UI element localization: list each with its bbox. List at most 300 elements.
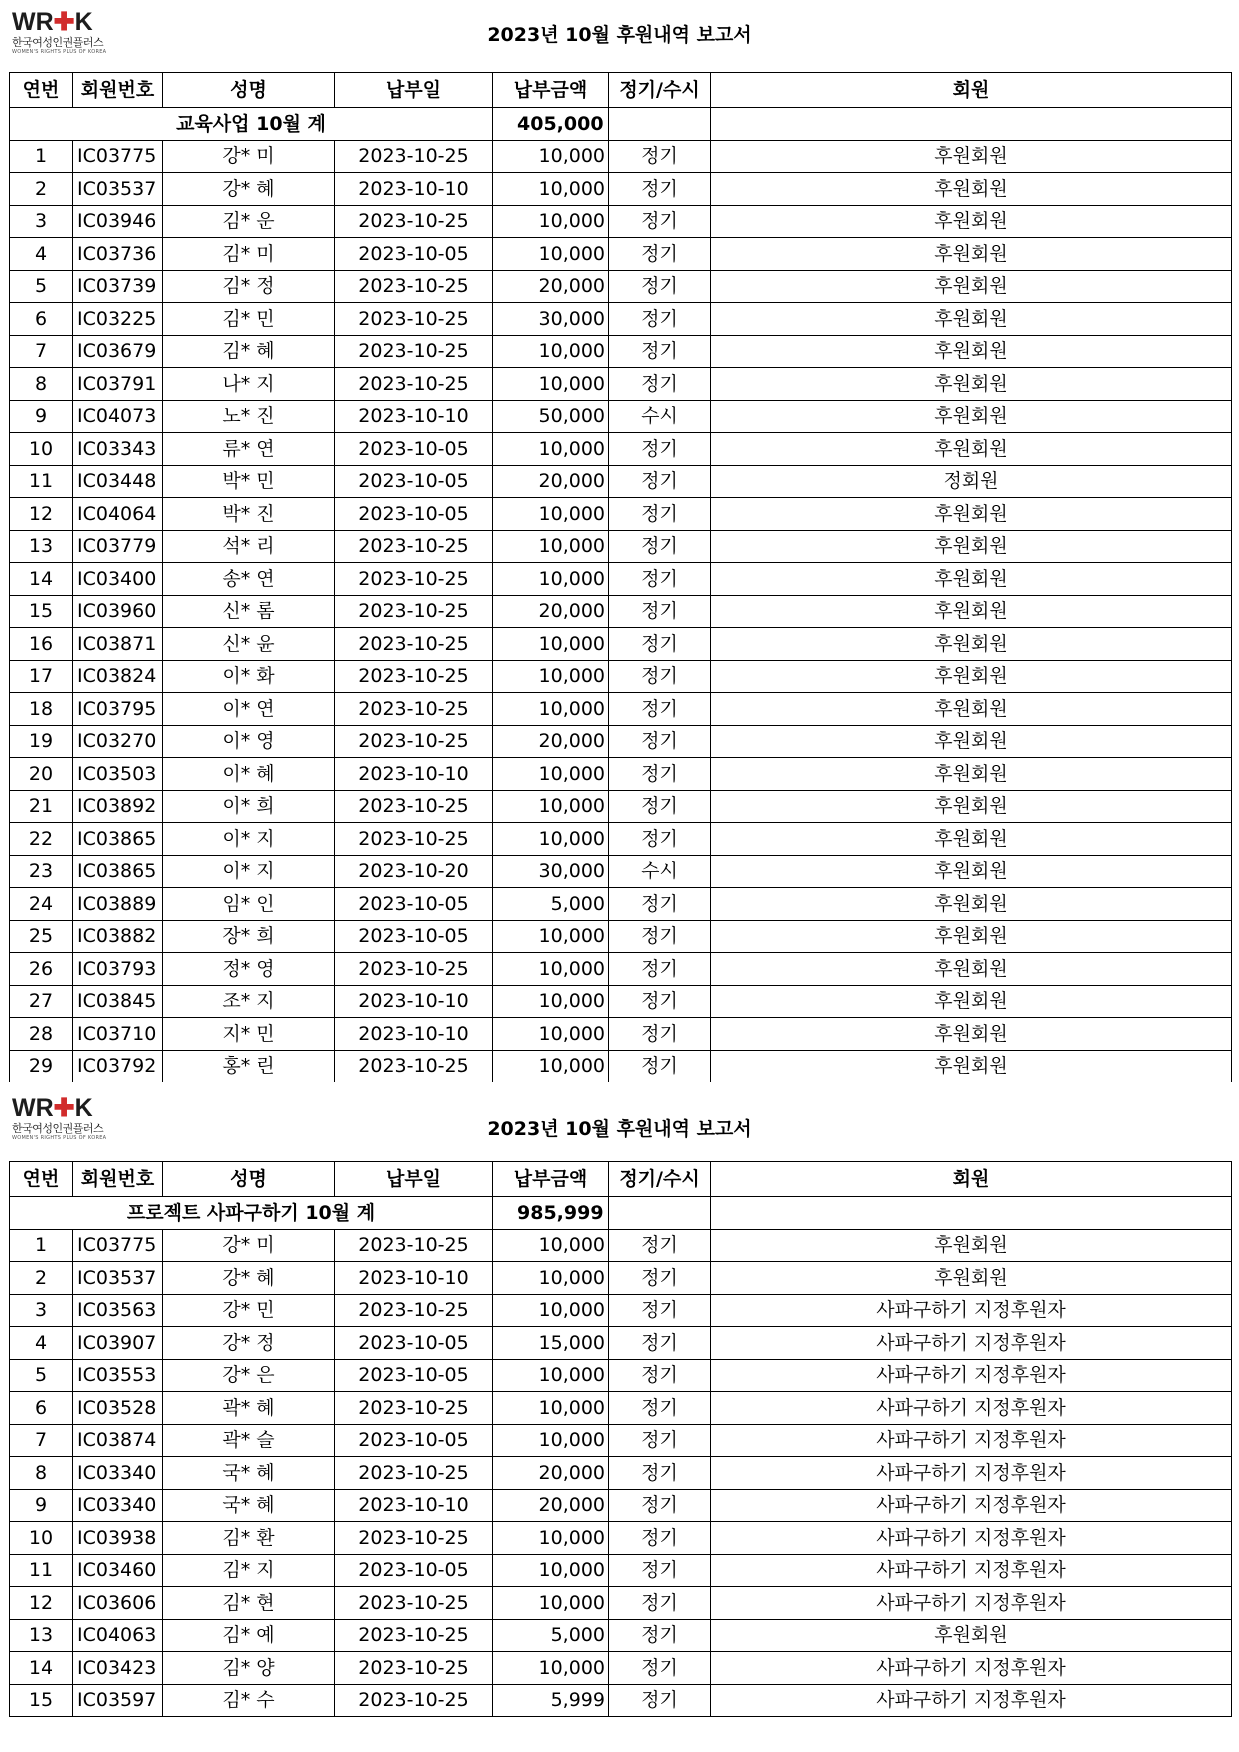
col-member-id: IC03553: [73, 1359, 163, 1392]
col-name: 강* 미: [163, 140, 335, 173]
col-name: 강* 미: [163, 1229, 335, 1262]
col-name: 박* 민: [163, 465, 335, 498]
col-member-type: 후원회원: [711, 1229, 1232, 1262]
col-pay-date: 2023-10-25: [335, 693, 493, 726]
header-col-amount: 납부금액: [493, 73, 609, 108]
col-name: 김* 혜: [163, 335, 335, 368]
col-amount: 10,000: [493, 985, 609, 1018]
col-pay-date: 2023-10-25: [335, 595, 493, 628]
col-seq: 10: [10, 1522, 73, 1555]
col-member-id: IC03528: [73, 1392, 163, 1425]
col-name: 이* 지: [163, 855, 335, 888]
col-amount: 10,000: [493, 1018, 609, 1051]
col-seq: 21: [10, 790, 73, 823]
table-row: [10, 465, 1232, 498]
col-pay-date: 2023-10-25: [335, 205, 493, 238]
col-member-type: 사파구하기 지정후원자: [711, 1424, 1232, 1457]
col-name: 이* 혜: [163, 758, 335, 791]
col-amount: 10,000: [493, 433, 609, 466]
table-row: [10, 855, 1232, 888]
table-row: [10, 628, 1232, 661]
col-pay-date: 2023-10-10: [335, 173, 493, 206]
col-amount: 10,000: [493, 1229, 609, 1262]
col-type: 정기: [609, 953, 711, 986]
table-row: [10, 790, 1232, 823]
col-member-id: IC03679: [73, 335, 163, 368]
col-amount: 10,000: [493, 498, 609, 531]
logo-korean-name: 한국여성인권플러스: [12, 36, 104, 49]
col-amount: 10,000: [493, 628, 609, 661]
col-member-id: IC03792: [73, 1050, 163, 1082]
col-type: 정기: [609, 335, 711, 368]
col-type: 정기: [609, 725, 711, 758]
col-seq: 11: [10, 1554, 73, 1587]
col-amount: 10,000: [493, 1392, 609, 1425]
header-col-name: 성명: [163, 73, 335, 108]
col-name: 김* 현: [163, 1587, 335, 1620]
col-member-type: 후원회원: [711, 953, 1232, 986]
col-member-id: IC03710: [73, 1018, 163, 1051]
col-type: 수시: [609, 400, 711, 433]
org-logo: WR✚K 한국여성인권플러스 WOMEN'S RIGHTS PLUS OF KOREA: [12, 1094, 122, 1144]
col-member-type: 사파구하기 지정후원자: [711, 1457, 1232, 1490]
col-seq: 7: [10, 335, 73, 368]
col-member-id: IC03597: [73, 1684, 163, 1717]
col-type: 정기: [609, 628, 711, 661]
col-seq: 13: [10, 530, 73, 563]
col-name: 이* 연: [163, 693, 335, 726]
col-member-id: IC03871: [73, 628, 163, 661]
col-member-id: IC03423: [73, 1652, 163, 1685]
col-type: 정기: [609, 498, 711, 531]
col-member-type: 후원회원: [711, 628, 1232, 661]
col-amount: 30,000: [493, 303, 609, 336]
col-name: 이* 화: [163, 660, 335, 693]
col-member-type: 후원회원: [711, 563, 1232, 596]
heart-cross-icon: ✚: [53, 1094, 75, 1122]
col-name: 박* 진: [163, 498, 335, 531]
col-name: 곽* 슬: [163, 1424, 335, 1457]
col-member-type: 후원회원: [711, 368, 1232, 401]
col-type: 정기: [609, 1619, 711, 1652]
col-amount: 10,000: [493, 173, 609, 206]
col-seq: 13: [10, 1619, 73, 1652]
col-member-id: IC04073: [73, 400, 163, 433]
col-member-type: 후원회원: [711, 498, 1232, 531]
col-type: 정기: [609, 1229, 711, 1262]
table-row: [10, 1229, 1232, 1262]
col-name: 강* 정: [163, 1327, 335, 1360]
col-type: 정기: [609, 1457, 711, 1490]
col-member-id: IC03960: [73, 595, 163, 628]
col-pay-date: 2023-10-25: [335, 790, 493, 823]
table-row: [10, 205, 1232, 238]
col-pay-date: 2023-10-05: [335, 1424, 493, 1457]
col-member-id: IC03865: [73, 855, 163, 888]
col-type: 정기: [609, 563, 711, 596]
col-amount: 20,000: [493, 465, 609, 498]
col-name: 이* 영: [163, 725, 335, 758]
col-member-id: IC03775: [73, 1229, 163, 1262]
col-pay-date: 2023-10-25: [335, 303, 493, 336]
col-type: 정기: [609, 1018, 711, 1051]
col-member-type: 후원회원: [711, 1619, 1232, 1652]
col-pay-date: 2023-10-10: [335, 758, 493, 791]
col-type: 정기: [609, 173, 711, 206]
col-pay-date: 2023-10-05: [335, 1327, 493, 1360]
col-seq: 4: [10, 1327, 73, 1360]
col-type: 정기: [609, 1262, 711, 1295]
col-pay-date: 2023-10-05: [335, 888, 493, 921]
col-member-id: IC03563: [73, 1294, 163, 1327]
table-row: [10, 563, 1232, 596]
header-col-amount: 납부금액: [493, 1162, 609, 1197]
col-member-type: 사파구하기 지정후원자: [711, 1554, 1232, 1587]
table-row: [10, 888, 1232, 921]
col-seq: 2: [10, 1262, 73, 1295]
table-row: [10, 1294, 1232, 1327]
table-row: [10, 953, 1232, 986]
col-name: 김* 미: [163, 238, 335, 271]
col-type: 정기: [609, 1392, 711, 1425]
donation-table: [9, 1161, 1232, 1717]
col-seq: 16: [10, 628, 73, 661]
col-type: 정기: [609, 465, 711, 498]
table-row: [10, 368, 1232, 401]
col-member-id: IC03907: [73, 1327, 163, 1360]
col-member-type: 후원회원: [711, 758, 1232, 791]
col-seq: 27: [10, 985, 73, 1018]
table-row: [10, 1619, 1232, 1652]
table-row: [10, 758, 1232, 791]
col-amount: 10,000: [493, 1294, 609, 1327]
col-seq: 19: [10, 725, 73, 758]
col-member-id: IC03874: [73, 1424, 163, 1457]
table-row: [10, 1522, 1232, 1555]
col-amount: 5,000: [493, 888, 609, 921]
col-member-id: IC03537: [73, 173, 163, 206]
header-col-member-type: 회원: [711, 1162, 1232, 1197]
col-pay-date: 2023-10-25: [335, 1457, 493, 1490]
col-pay-date: 2023-10-05: [335, 238, 493, 271]
col-member-type: 후원회원: [711, 433, 1232, 466]
table-row: [10, 1684, 1232, 1717]
col-member-type: 후원회원: [711, 238, 1232, 271]
col-amount: 10,000: [493, 205, 609, 238]
col-amount: 15,000: [493, 1327, 609, 1360]
col-member-id: IC03845: [73, 985, 163, 1018]
col-amount: 10,000: [493, 1652, 609, 1685]
col-pay-date: 2023-10-25: [335, 335, 493, 368]
report-title: 2023년 10월 후원내역 보고서: [487, 24, 752, 46]
col-name: 국* 혜: [163, 1457, 335, 1490]
col-member-id: IC03946: [73, 205, 163, 238]
col-pay-date: 2023-10-10: [335, 1262, 493, 1295]
col-type: 정기: [609, 270, 711, 303]
col-seq: 12: [10, 1587, 73, 1620]
col-name: 김* 예: [163, 1619, 335, 1652]
col-amount: 10,000: [493, 660, 609, 693]
col-seq: 11: [10, 465, 73, 498]
col-pay-date: 2023-10-25: [335, 1050, 493, 1082]
table-row: [10, 920, 1232, 953]
col-member-type: 후원회원: [711, 1050, 1232, 1082]
col-pay-date: 2023-10-25: [335, 140, 493, 173]
col-seq: 20: [10, 758, 73, 791]
col-member-id: IC03775: [73, 140, 163, 173]
table-row: [10, 1457, 1232, 1490]
col-member-id: IC03791: [73, 368, 163, 401]
col-type: 수시: [609, 855, 711, 888]
header-col-type: 정기/수시: [609, 73, 711, 108]
col-member-type: 후원회원: [711, 920, 1232, 953]
logo-english-name: WOMEN'S RIGHTS PLUS OF KOREA: [12, 1135, 107, 1141]
col-seq: 5: [10, 1359, 73, 1392]
col-seq: 3: [10, 1294, 73, 1327]
col-type: 정기: [609, 660, 711, 693]
col-pay-date: 2023-10-25: [335, 725, 493, 758]
col-name: 류* 연: [163, 433, 335, 466]
col-amount: 10,000: [493, 335, 609, 368]
col-member-id: IC03343: [73, 433, 163, 466]
col-type: 정기: [609, 1294, 711, 1327]
header-col-member-type: 회원: [711, 73, 1232, 108]
col-pay-date: 2023-10-25: [335, 1294, 493, 1327]
donation-table: [9, 72, 1232, 1082]
col-member-type: 정회원: [711, 465, 1232, 498]
section-total-label: 프로젝트 사파구하기 10월 계: [10, 1197, 493, 1230]
col-type: 정기: [609, 1652, 711, 1685]
col-pay-date: 2023-10-25: [335, 563, 493, 596]
col-seq: 9: [10, 1489, 73, 1522]
col-seq: 4: [10, 238, 73, 271]
logo-korean-name: 한국여성인권플러스: [12, 1122, 104, 1135]
col-seq: 12: [10, 498, 73, 531]
col-seq: 26: [10, 953, 73, 986]
col-member-type: 후원회원: [711, 790, 1232, 823]
logo-english-name: WOMEN'S RIGHTS PLUS OF KOREA: [12, 49, 107, 55]
col-seq: 8: [10, 1457, 73, 1490]
col-member-type: 사파구하기 지정후원자: [711, 1327, 1232, 1360]
header-col-pay-date: 납부일: [335, 73, 493, 108]
col-amount: 10,000: [493, 1587, 609, 1620]
col-member-type: 사파구하기 지정후원자: [711, 1392, 1232, 1425]
heart-cross-icon: ✚: [53, 8, 75, 36]
table-row: [10, 530, 1232, 563]
table-row: [10, 270, 1232, 303]
table-row: [10, 725, 1232, 758]
table-row: [10, 1018, 1232, 1051]
col-member-id: IC03795: [73, 693, 163, 726]
section-total-row: [10, 1197, 1232, 1230]
col-amount: 5,999: [493, 1684, 609, 1717]
col-amount: 10,000: [493, 1522, 609, 1555]
col-seq: 5: [10, 270, 73, 303]
col-pay-date: 2023-10-25: [335, 660, 493, 693]
col-pay-date: 2023-10-10: [335, 1018, 493, 1051]
table-row: [10, 1489, 1232, 1522]
col-member-id: IC03606: [73, 1587, 163, 1620]
col-seq: 15: [10, 595, 73, 628]
col-member-id: IC03892: [73, 790, 163, 823]
col-seq: 1: [10, 1229, 73, 1262]
col-member-id: IC03340: [73, 1489, 163, 1522]
col-pay-date: 2023-10-25: [335, 1522, 493, 1555]
col-amount: 20,000: [493, 1457, 609, 1490]
col-type: 정기: [609, 1522, 711, 1555]
col-name: 정* 영: [163, 953, 335, 986]
col-member-type: 후원회원: [711, 530, 1232, 563]
col-member-type: 사파구하기 지정후원자: [711, 1587, 1232, 1620]
col-name: 강* 민: [163, 1294, 335, 1327]
table-row: [10, 1587, 1232, 1620]
col-amount: 10,000: [493, 1424, 609, 1457]
col-type: 정기: [609, 758, 711, 791]
table-row: [10, 1262, 1232, 1295]
col-name: 김* 양: [163, 1652, 335, 1685]
col-amount: 10,000: [493, 238, 609, 271]
col-pay-date: 2023-10-25: [335, 823, 493, 856]
col-member-type: 후원회원: [711, 725, 1232, 758]
col-seq: 6: [10, 1392, 73, 1425]
table-row: [10, 1554, 1232, 1587]
col-pay-date: 2023-10-05: [335, 1554, 493, 1587]
table-row: [10, 433, 1232, 466]
col-amount: 10,000: [493, 1050, 609, 1082]
col-name: 곽* 혜: [163, 1392, 335, 1425]
col-amount: 10,000: [493, 1262, 609, 1295]
col-seq: 24: [10, 888, 73, 921]
table-row: [10, 1652, 1232, 1685]
col-amount: 30,000: [493, 855, 609, 888]
col-amount: 10,000: [493, 920, 609, 953]
col-amount: 10,000: [493, 790, 609, 823]
col-member-id: IC03938: [73, 1522, 163, 1555]
col-amount: 10,000: [493, 530, 609, 563]
report-title: 2023년 10월 후원내역 보고서: [487, 1118, 752, 1140]
col-type: 정기: [609, 1489, 711, 1522]
col-member-type: 후원회원: [711, 855, 1232, 888]
col-pay-date: 2023-10-25: [335, 1229, 493, 1262]
col-name: 김* 환: [163, 1522, 335, 1555]
col-member-id: IC03340: [73, 1457, 163, 1490]
col-name: 나* 지: [163, 368, 335, 401]
col-seq: 7: [10, 1424, 73, 1457]
table-header-row: [10, 73, 1232, 108]
table-row: [10, 985, 1232, 1018]
col-type: 정기: [609, 238, 711, 271]
col-amount: 10,000: [493, 953, 609, 986]
col-member-id: IC03739: [73, 270, 163, 303]
header-col-seq: 연번: [10, 1162, 73, 1197]
col-member-type: 후원회원: [711, 205, 1232, 238]
col-pay-date: 2023-10-20: [335, 855, 493, 888]
col-seq: 18: [10, 693, 73, 726]
table-row: [10, 595, 1232, 628]
col-type: 정기: [609, 1554, 711, 1587]
col-name: 신* 윤: [163, 628, 335, 661]
col-member-type: 후원회원: [711, 173, 1232, 206]
col-member-id: IC03270: [73, 725, 163, 758]
col-member-type: 후원회원: [711, 823, 1232, 856]
col-pay-date: 2023-10-10: [335, 1489, 493, 1522]
col-name: 김* 민: [163, 303, 335, 336]
col-type: 정기: [609, 205, 711, 238]
header-col-member-id: 회원번호: [73, 73, 163, 108]
table-row: [10, 693, 1232, 726]
col-name: 김* 수: [163, 1684, 335, 1717]
col-member-id: IC03400: [73, 563, 163, 596]
col-type: 정기: [609, 530, 711, 563]
table-header-row: [10, 1162, 1232, 1197]
col-seq: 1: [10, 140, 73, 173]
col-member-id: IC03460: [73, 1554, 163, 1587]
col-member-id: IC04064: [73, 498, 163, 531]
col-type: 정기: [609, 985, 711, 1018]
col-name: 조* 지: [163, 985, 335, 1018]
col-amount: 50,000: [493, 400, 609, 433]
col-type: 정기: [609, 433, 711, 466]
col-member-type: 후원회원: [711, 335, 1232, 368]
col-amount: 5,000: [493, 1619, 609, 1652]
col-member-type: 후원회원: [711, 1018, 1232, 1051]
col-type: 정기: [609, 368, 711, 401]
report-page-2: [0, 1090, 1239, 1752]
col-member-type: 사파구하기 지정후원자: [711, 1489, 1232, 1522]
col-member-type: 사파구하기 지정후원자: [711, 1359, 1232, 1392]
col-amount: 10,000: [493, 140, 609, 173]
col-name: 노* 진: [163, 400, 335, 433]
col-member-id: IC03448: [73, 465, 163, 498]
col-amount: 10,000: [493, 563, 609, 596]
col-seq: 3: [10, 205, 73, 238]
col-member-id: IC03779: [73, 530, 163, 563]
table-row: [10, 1327, 1232, 1360]
col-name: 강* 은: [163, 1359, 335, 1392]
col-type: 정기: [609, 920, 711, 953]
col-seq: 10: [10, 433, 73, 466]
col-type: 정기: [609, 823, 711, 856]
col-seq: 17: [10, 660, 73, 693]
col-type: 정기: [609, 1327, 711, 1360]
table-row: [10, 303, 1232, 336]
col-amount: 20,000: [493, 725, 609, 758]
table-row: [10, 335, 1232, 368]
col-pay-date: 2023-10-25: [335, 1392, 493, 1425]
col-type: 정기: [609, 888, 711, 921]
col-amount: 10,000: [493, 368, 609, 401]
col-type: 정기: [609, 1359, 711, 1392]
col-pay-date: 2023-10-10: [335, 985, 493, 1018]
col-member-id: IC03793: [73, 953, 163, 986]
section-total-amount: 985,999: [493, 1197, 609, 1230]
col-member-type: 후원회원: [711, 888, 1232, 921]
col-amount: 20,000: [493, 270, 609, 303]
col-seq: 15: [10, 1684, 73, 1717]
col-pay-date: 2023-10-25: [335, 1684, 493, 1717]
table-row: [10, 498, 1232, 531]
col-name: 석* 리: [163, 530, 335, 563]
col-name: 이* 희: [163, 790, 335, 823]
col-seq: 23: [10, 855, 73, 888]
col-pay-date: 2023-10-05: [335, 465, 493, 498]
col-amount: 10,000: [493, 693, 609, 726]
col-member-type: 사파구하기 지정후원자: [711, 1294, 1232, 1327]
col-amount: 10,000: [493, 758, 609, 791]
table-row: [10, 400, 1232, 433]
col-pay-date: 2023-10-10: [335, 400, 493, 433]
col-member-type: 후원회원: [711, 303, 1232, 336]
